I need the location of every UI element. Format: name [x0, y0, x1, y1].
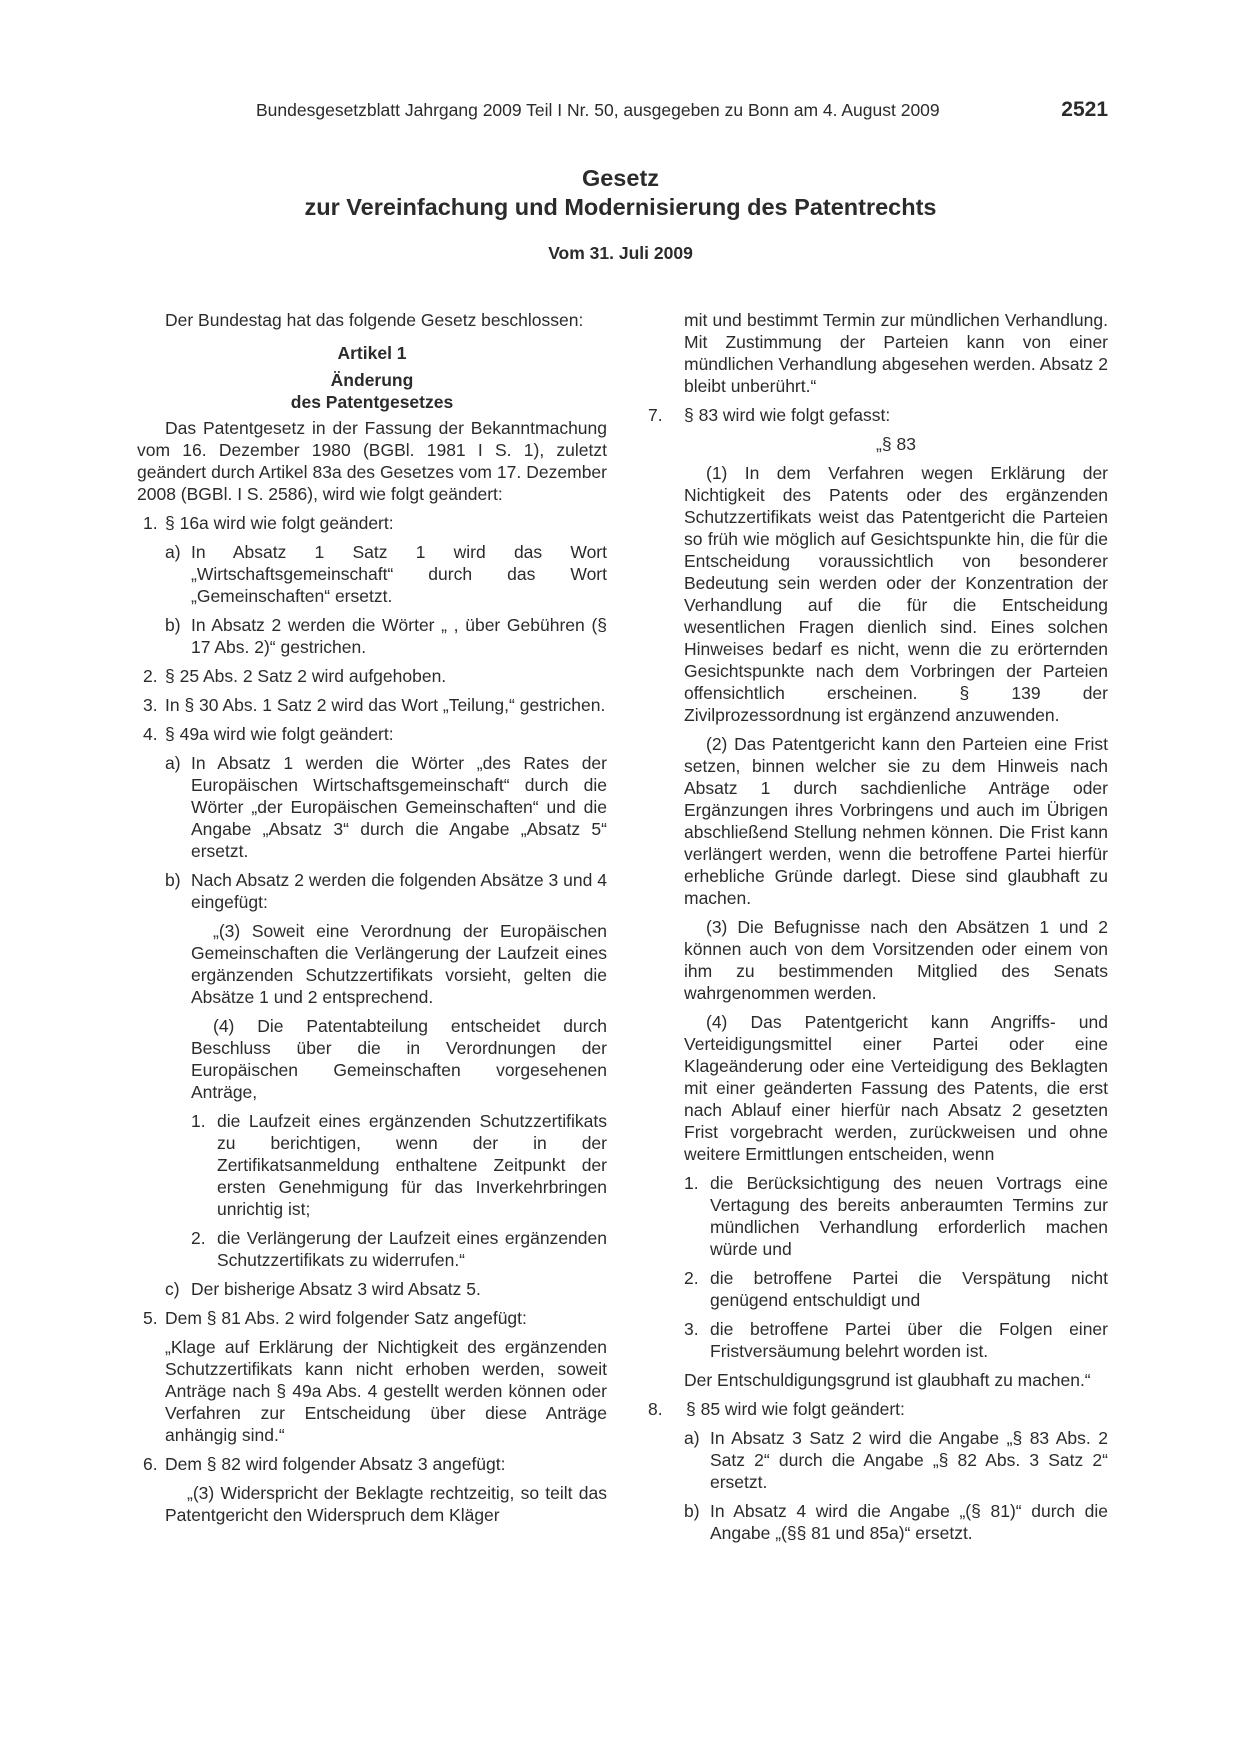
list-item [137, 723, 607, 745]
list-item-label: 6. [143, 1454, 158, 1474]
list-item-text: § 25 Abs. 2 Satz 2 wird aufgehoben. [165, 666, 447, 686]
list-item [137, 665, 607, 687]
list-subitem-label: c) [165, 1279, 180, 1299]
list-subitem [137, 869, 607, 913]
list-item-label: 5. [143, 1308, 158, 1328]
page-number: 2521 [1061, 98, 1108, 121]
quoted-paragraph: (4) Die Patentabteilung entscheidet durch Beschluss über die in Verordnungen der Europäischen Gemeinschaften vorgesehenen Anträge, [191, 1016, 607, 1102]
list-item-text: § 16a wird wie folgt geändert: [165, 513, 394, 533]
quoted-list-item-label: 2. [684, 1268, 699, 1288]
list-subitem-label: a) [684, 1428, 700, 1448]
list-subitem-text: In Absatz 1 werden die Wörter „des Rates der Europäischen Wirtschaftsgemeinschaft“ durch die Wörter „der Europäischen Gemeinschaften“ und die Angabe „Absatz 3“ durch die Angabe „Absatz 5“ ersetzt. [191, 753, 607, 861]
quoted-paragraph: „(3) Soweit eine Verordnung der Europäischen Gemeinschaften die Verlängerung der Laufzeit eines ergänzenden Schutzzertifikats vorsieht, gelten die Absätze 1 und 2 entsprechend. [191, 921, 607, 1007]
quoted-list-item-text: die Verlängerung der Laufzeit eines ergänzenden Schutzzertifikats zu widerrufen.“ [217, 1228, 607, 1270]
intro-paragraph: Der Bundestag hat das folgende Gesetz beschlossen: [165, 310, 584, 330]
list-item-label: 3. [143, 695, 158, 715]
list-item-text: Dem § 82 wird folgender Absatz 3 angefügt: [165, 1454, 506, 1474]
law-title [0, 164, 1241, 222]
list-item-label: 1. [143, 513, 158, 533]
list-item [137, 1453, 607, 1475]
list-item-label: 2. [143, 666, 158, 686]
list-item [648, 1398, 1108, 1420]
list-item [648, 404, 1108, 426]
list-item-text: Dem § 81 Abs. 2 wird folgender Satz angefügt: [165, 1308, 527, 1328]
list-item [137, 512, 607, 534]
quoted-list-item-label: 2. [191, 1228, 206, 1248]
list-subitem [137, 614, 607, 658]
list-item-label: 4. [143, 724, 158, 744]
list-item-text: In § 30 Abs. 1 Satz 2 wird das Wort „Teilung,“ gestrichen. [165, 695, 606, 715]
section-heading: „§ 83 [876, 434, 916, 454]
list-subitem [648, 1427, 1108, 1493]
section-paragraph: (1) In dem Verfahren wegen Erklärung der Nichtigkeit des Patents oder des ergänzenden Schutzzertifikats weist das Patentgericht die Parteien so früh wie möglich auf Gesichtspunkte hin, die für die Entscheidung voraussichtlich von besonderer Bedeutung sein werden oder der Konzentration der Verhandlung auf die für die Entscheidung wesentlichen Fragen dienlich sind. Eines solchen Hinweises bedarf es nicht, wenn die zu erörternden Gesichtspunkte nach dem Vorbringen der Parteien offensichtlich erscheinen. § 139 der Zivilprozessordnung ist ergänzend anzuwenden. [684, 463, 1108, 725]
list-subitem-label: b) [165, 870, 181, 890]
quoted-list-item-text: die Laufzeit eines ergänzenden Schutzzertifikats zu berichtigen, wenn der in der Zertifikatsanmeldung enthaltene Zeitpunkt der ersten Genehmigung für das Inverkehrbringen unrichtig ist; [217, 1111, 607, 1219]
list-item [137, 694, 607, 716]
quoted-list-item [137, 1110, 607, 1220]
list-subitem-label: b) [684, 1501, 700, 1521]
list-subitem-label: b) [165, 615, 181, 635]
list-item-text: § 83 wird wie folgt gefasst: [684, 405, 891, 425]
list-subitem-text: In Absatz 4 wird die Angabe „(§ 81)“ durch die Angabe „(§§ 81 und 85a)“ ersetzt. [710, 1501, 1108, 1543]
quoted-paragraph: „(3) Widerspricht der Beklagte rechtzeitig, so teilt das Patentgericht den Widerspruch dem Kläger [165, 1483, 607, 1525]
article-heading: Artikel 1 [337, 343, 407, 363]
list-subitem [648, 1500, 1108, 1544]
quoted-list-item [648, 1172, 1108, 1260]
quoted-list-item [137, 1227, 607, 1271]
quoted-list-item-label: 3. [684, 1319, 699, 1339]
list-subitem-label: a) [165, 542, 181, 562]
continued-paragraph: mit und bestimmt Termin zur mündlichen Verhandlung. Mit Zustimmung der Parteien kann von einer mündlichen Verhandlung abgesehen werden. Absatz 2 bleibt unberührt.“ [684, 310, 1108, 396]
law-title-line1: Gesetz [581, 165, 660, 191]
list-subitem-text: Der bisherige Absatz 3 wird Absatz 5. [191, 1279, 481, 1299]
quoted-list-item-text: die Berücksichtigung des neuen Vortrags eine Vertagung des bereits anberaumten Termins zur mündlichen Verhandlung erforderlich machen würde und [710, 1173, 1108, 1259]
quoted-list-item-label: 1. [684, 1173, 699, 1193]
list-subitem-text: In Absatz 2 werden die Wörter „ , über Gebühren (§ 17 Abs. 2)“ gestrichen. [191, 615, 607, 657]
right-column [648, 309, 1108, 1551]
list-item-label: 7. [648, 405, 663, 425]
list-item-text: § 49a wird wie folgt geändert: [165, 724, 394, 744]
section-paragraph: (3) Die Befugnisse nach den Absätzen 1 und 2 können auch von dem Vorsitzenden oder einem von ihm zu bestimmenden Mitglied des Senats wahrgenommen werden. [684, 917, 1108, 1003]
list-subitem [137, 1278, 607, 1300]
list-subitem [137, 752, 607, 862]
section-paragraph: (2) Das Patentgericht kann den Parteien eine Frist setzen, binnen welcher sie zu dem Hinweis nach Absatz 1 durch sachdienliche Anträge oder Ergänzungen ihres Vorbringens und auch im Übrigen abschließend Stellung nehmen können. Die Frist kann verlängert werden, wenn die betroffene Partei hierfür erhebliche Gründe darlegt. Diese sind glaubhaft zu machen. [684, 734, 1108, 908]
list-subitem-text: Nach Absatz 2 werden die folgenden Absätze 3 und 4 eingefügt: [191, 870, 607, 912]
article-body: Das Patentgesetz in der Fassung der Bekanntmachung vom 16. Dezember 1980 (BGBl. 1981 I S. 1), zuletzt geändert durch Artikel 83a des Gesetzes vom 17. Dezember 2008 (BGBl. I S. 2586), wird wie folgt geändert: [137, 418, 607, 504]
running-header: Bundesgesetzblatt Jahrgang 2009 Teil I Nr. 50, ausgegeben zu Bonn am 4. August 2009 [256, 100, 940, 120]
law-title-line2: zur Vereinfachung und Modernisierung des Patentrechts [304, 194, 937, 220]
list-item [137, 1307, 607, 1329]
list-subitem-label: a) [165, 753, 181, 773]
law-date: Vom 31. Juli 2009 [548, 243, 693, 263]
list-item-label: 8. [648, 1399, 663, 1419]
list-subitem-text: In Absatz 3 Satz 2 wird die Angabe „§ 83 Abs. 2 Satz 2“ durch die Angabe „§ 82 Abs. 3 Satz 2“ ersetzt. [710, 1428, 1108, 1492]
left-column [137, 309, 607, 1533]
quoted-list-item [648, 1318, 1108, 1362]
article-subheading-2: des Patentgesetzes [290, 392, 454, 412]
quoted-list-item-label: 1. [191, 1111, 206, 1131]
quoted-paragraph: „Klage auf Erklärung der Nichtigkeit des ergänzenden Schutzzertifikats kann nicht erhoben werden, soweit Anträge nach § 49a Abs. 4 gestellt werden können oder Verfahren zur Entscheidung über diese Anträge anhängig sind.“ [165, 1337, 607, 1445]
quoted-list-item-text: die betroffene Partei die Verspätung nicht genügend entschuldigt und [710, 1268, 1108, 1310]
quoted-list-item [648, 1267, 1108, 1311]
article-subheading-1: Änderung [330, 370, 414, 390]
list-item-text: § 85 wird wie folgt geändert: [686, 1399, 905, 1419]
section-closing: Der Entschuldigungsgrund ist glaubhaft zu machen.“ [684, 1370, 1091, 1390]
list-subitem-text: In Absatz 1 Satz 1 wird das Wort „Wirtschaftsgemeinschaft“ durch das Wort „Gemeinschaften“ ersetzt. [191, 542, 607, 606]
section-paragraph: (4) Das Patentgericht kann Angriffs- und Verteidigungsmittel einer Partei oder eine Klageänderung oder eine Verteidigung des Beklagten mit einer geänderten Fassung des Patents, die erst nach Ablauf einer hierfür nach Absatz 2 gesetzten Frist vorgebracht werden, zurückweisen und ohne weitere Ermittlungen entscheiden, wenn [684, 1012, 1108, 1164]
list-subitem [137, 541, 607, 607]
quoted-list-item-text: die betroffene Partei über die Folgen einer Fristversäumung belehrt worden ist. [710, 1319, 1108, 1361]
